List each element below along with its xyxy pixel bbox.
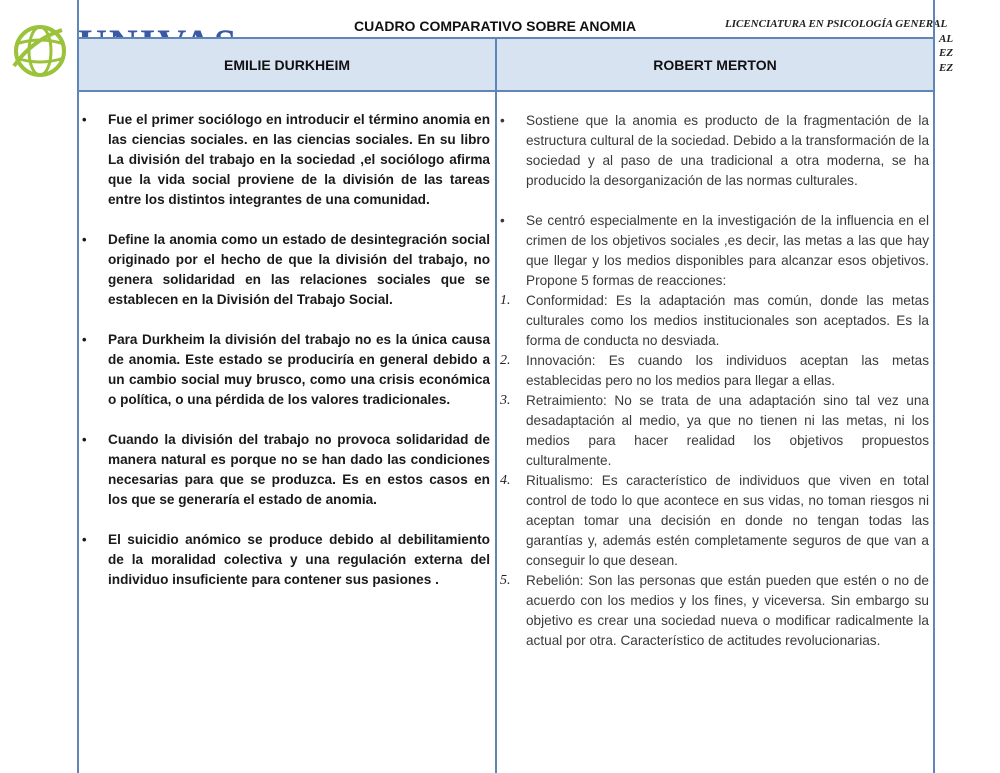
numbered-item (500, 291, 929, 351)
merton-point: Se centró especialmente en la investigación de la influencia en el crimen de los objetivos sociales ,es decir, las metas a las que hay que llegar y los medios disponibles para alcanzar esos objetivos. Propone 5 formas de reacciones: (526, 213, 929, 288)
globe-icon (10, 22, 70, 80)
numbered-item (500, 391, 929, 471)
item-number: 4. (500, 473, 511, 488)
bullet-icon: • (82, 332, 87, 347)
list-item (82, 110, 490, 210)
reaction-text: Conformidad: Es la adaptación mas común, donde las metas culturales como los medios institucionales son aceptados. Es la forma de conducta no desviada. (526, 293, 929, 348)
bullet-icon: • (82, 112, 87, 127)
reaction-text: Ritualismo: Es característico de individuos que viven en total control de todo lo que acontece en sus vidas, no toman riesgos ni aceptan tomar una decisión en donde no tengan todas las garantías y, además estén completamente seguros de que van a conseguir lo que desean. (526, 473, 929, 568)
list-item (500, 111, 929, 191)
durkheim-point: Cuando la división del trabajo no provoca solidaridad de manera natural es porque no se han dado las condiciones necesarias para que se produzca. Es en estos casos en los que se generaría el estado de anomia. (108, 432, 490, 507)
bullet-icon: • (500, 213, 505, 228)
reaction-text: Retraimiento: No se trata de una adaptación sino tal vez una desadaptación al medio, ya que no tienen ni las metas, ni los medios para hacer realidad los objetivos propuestos culturalmente. (526, 393, 929, 468)
merton-point: Sostiene que la anomia es producto de la fragmentación de la estructura cultural de la sociedad. Debido a la transformación de la sociedad y al paso de una tradicional a otra moderna, se ha producido la desorganización de las normas culturales. (526, 113, 929, 188)
reaction-text: Innovación: Es cuando los individuos aceptan las metas establecidas pero no los medios para llegar a ellas. (526, 353, 929, 388)
reaction-text: Rebelión: Son las personas que están pueden que estén o no de acuerdo con los medios y los fines, y viceversa. Sin embargo su objetivo es crear una sociedad nueva o modificar radicalmente la actual por otra. Característico de actitudes revolucionarias. (526, 573, 929, 648)
durkheim-column (82, 110, 490, 590)
bullet-icon: • (500, 113, 505, 128)
numbered-item (500, 471, 929, 571)
durkheim-point: El suicidio anómico se produce debido al debilitamiento de la moralidad colectiva y una regulación externa del individuo insuficiente para contener sus pasiones . (108, 532, 490, 587)
item-number: 1. (500, 293, 511, 308)
program-header-line: EZ (939, 47, 954, 59)
program-header-line: AL (939, 32, 954, 45)
list-item (82, 430, 490, 510)
item-number: 5. (500, 573, 511, 588)
list-item (82, 330, 490, 410)
bullet-icon: • (82, 532, 87, 547)
bullet-icon: • (82, 232, 87, 247)
program-header-line: EZ (939, 61, 954, 74)
list-item (500, 211, 929, 291)
numbered-item (500, 571, 929, 651)
merton-column (500, 111, 929, 651)
list-item (82, 530, 490, 590)
bullet-icon: • (82, 432, 87, 447)
numbered-item (500, 351, 929, 391)
column-header-merton: ROBERT MERTON (497, 37, 933, 92)
durkheim-point: Para Durkheim la división del trabajo no es la única causa de anomia. Este estado se produciría en general debido a un cambio social muy brusco, como una crisis económica o política, o una pérdida de los valores tradicionales. (108, 332, 490, 407)
durkheim-point: Fue el primer sociólogo en introducir el término anomia en las ciencias sociales. en las ciencias sociales. En su libro La división del trabajo en la sociedad ,el sociólogo afirma que la vida social proviene de la división de las tareas entre los distintos integrantes de una comunidad. (108, 112, 490, 207)
durkheim-point: Define la anomia como un estado de desintegración social originado por el hecho de que la división del trabajo, no genera solidaridad en las relaciones sociales que se establecen en la División del Trabajo Social. (108, 232, 490, 307)
item-number: 3. (500, 393, 511, 408)
program-header-line: LICENCIATURA EN PSICOLOGÍA GENERAL (725, 18, 948, 30)
column-header-durkheim: EMILIE DURKHEIM (79, 37, 495, 92)
list-item (82, 230, 490, 310)
document-title: CUADRO COMPARATIVO SOBRE ANOMIA (354, 18, 637, 34)
column-divider (495, 37, 497, 773)
item-number: 2. (500, 353, 511, 368)
